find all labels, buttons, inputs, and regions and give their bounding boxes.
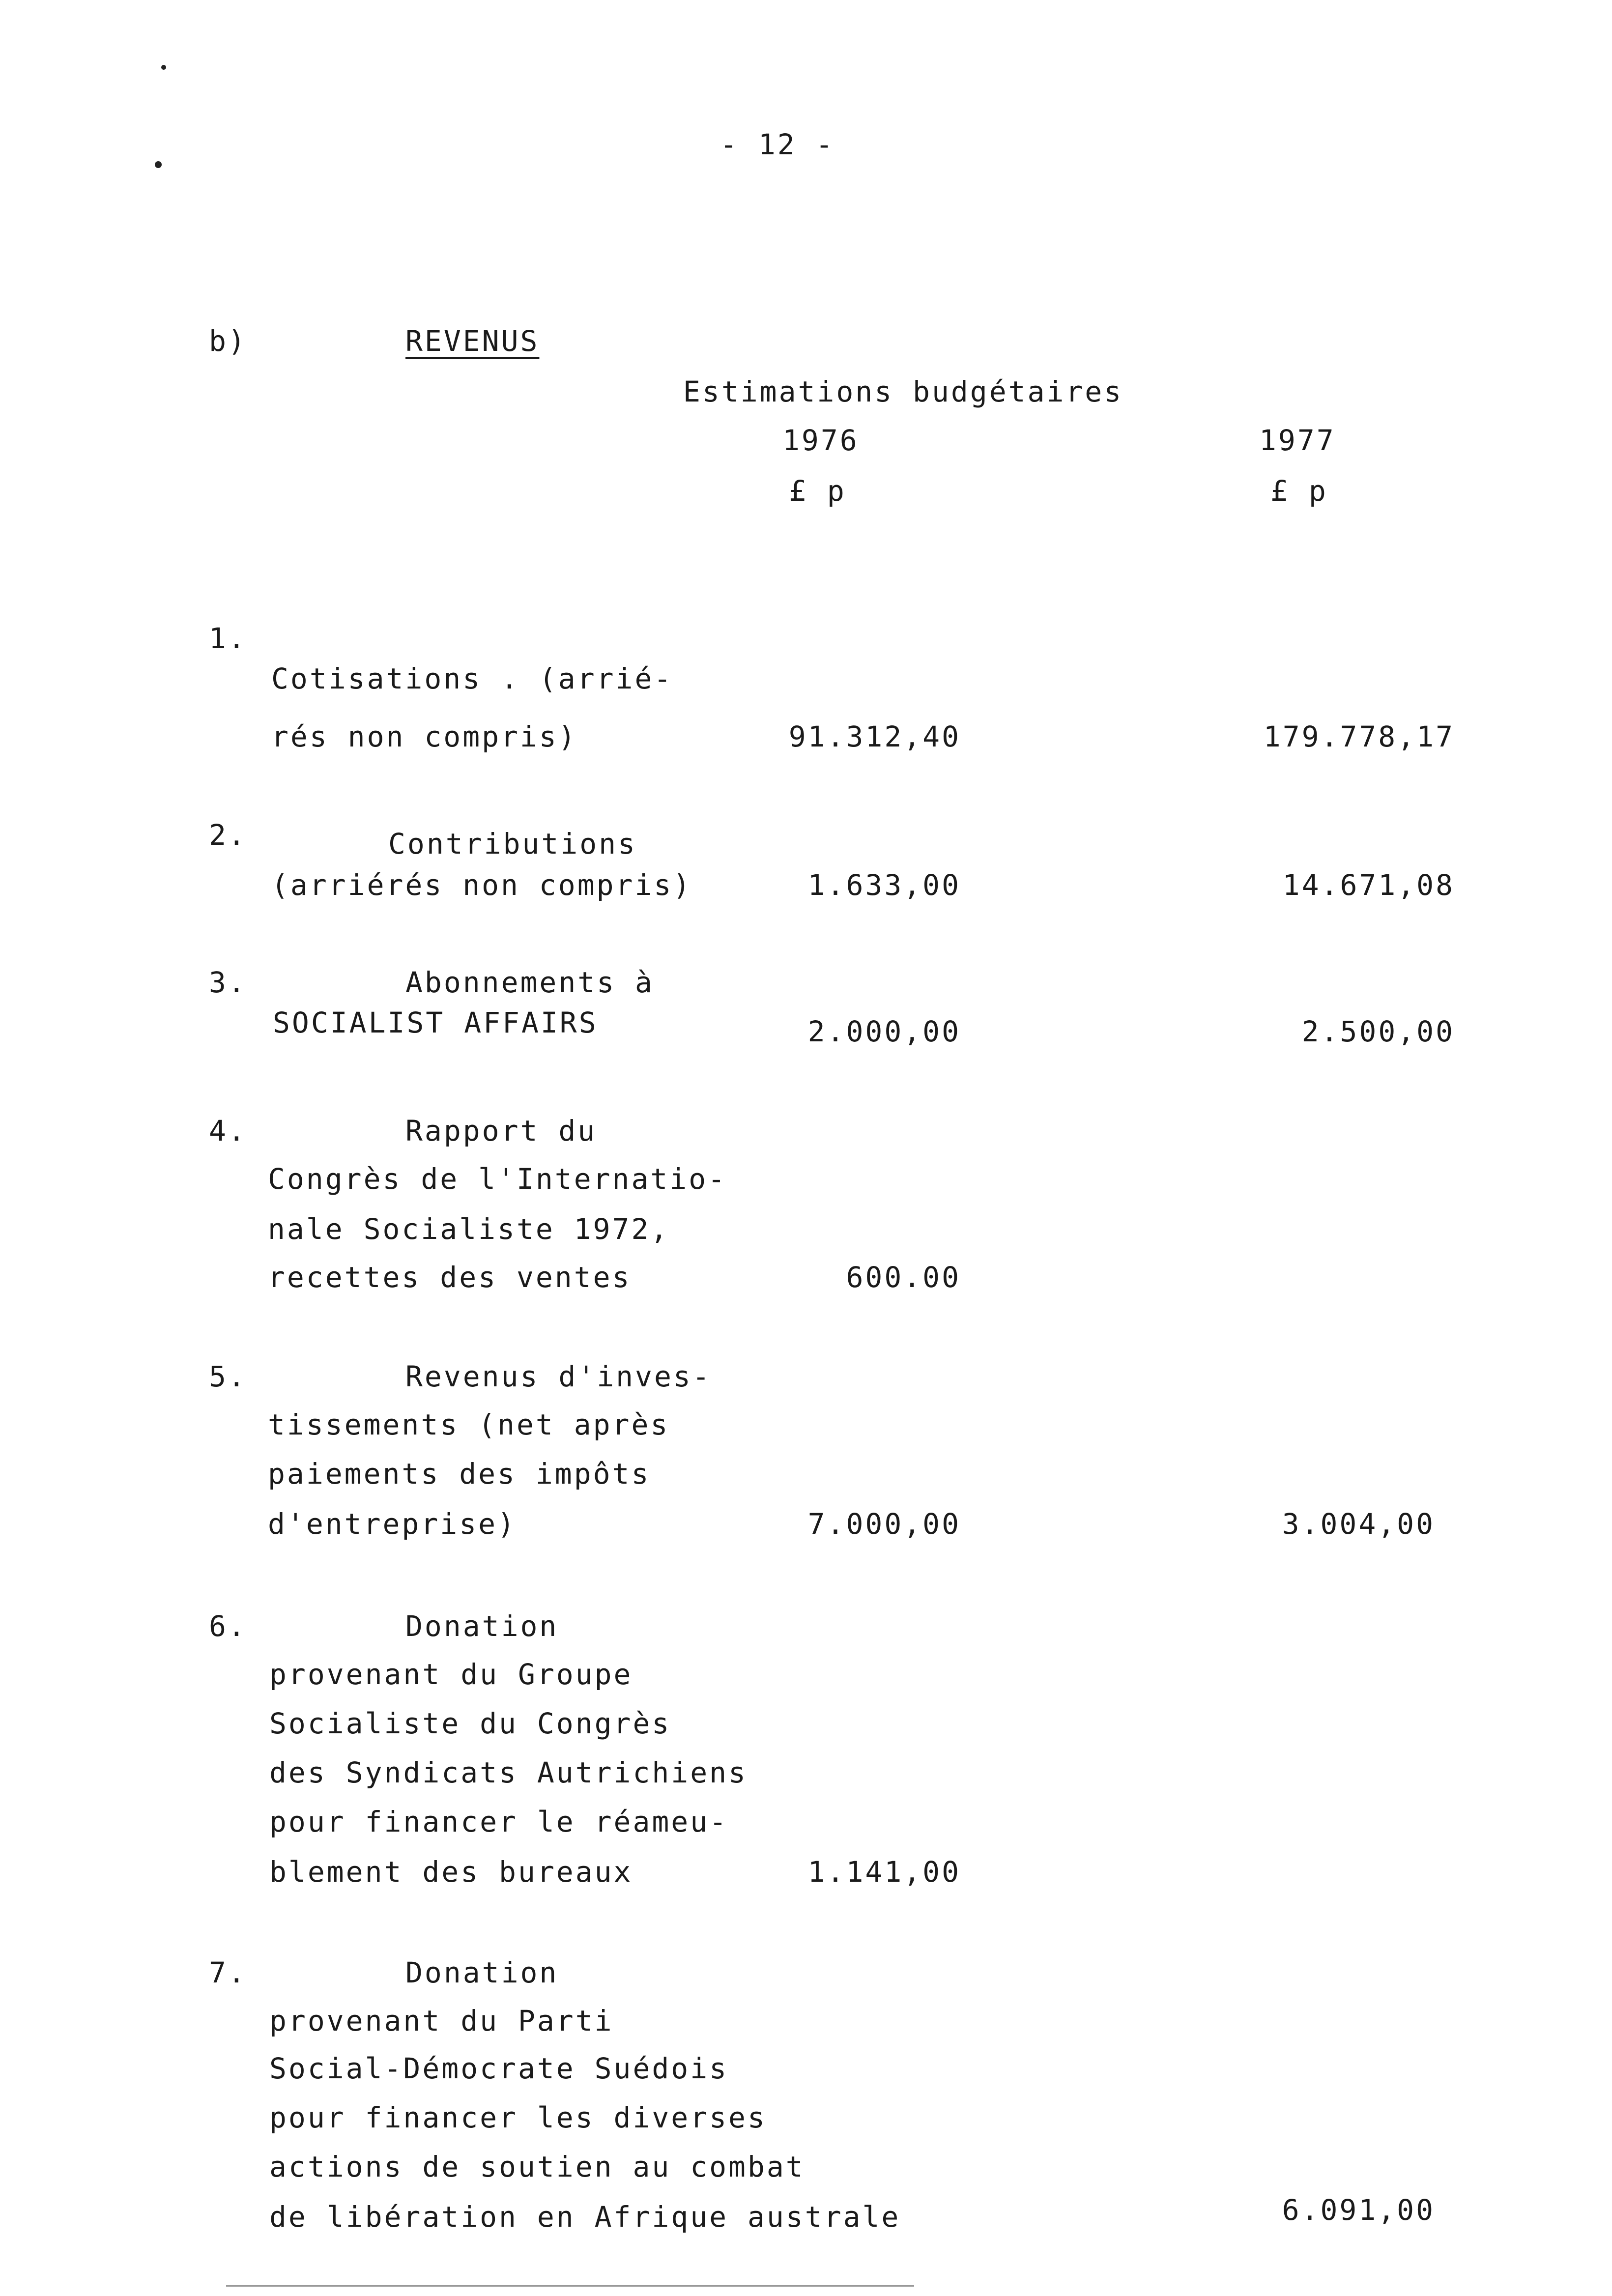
item-line: blement des bureaux (269, 1855, 633, 1889)
item-line: Social-Démocrate Suédois (269, 2052, 729, 2085)
item-line: Rapport du (405, 1114, 597, 1148)
item-line: paiements des impôts (268, 1457, 651, 1491)
section-title: REVENUS (405, 324, 540, 358)
item-line: Donation (405, 1609, 559, 1643)
year-1976-heading: 1976 (782, 424, 859, 457)
item-line: de libération en Afrique australe (269, 2200, 901, 2234)
item-line: des Syndicats Autrichiens (269, 1756, 748, 1789)
value-1976: 2.000,00 (807, 1015, 961, 1048)
currency-1977: £ p (1270, 474, 1328, 508)
item-number: 1. (209, 622, 247, 655)
value-1977: 6.091,00 (1282, 2193, 1435, 2227)
item-line: d'entreprise) (268, 1507, 517, 1541)
item-line: SOCIALIST AFFAIRS (273, 1006, 598, 1039)
item-number: 7. (209, 1956, 247, 1989)
item-line: nale Socialiste 1972, (268, 1212, 670, 1246)
value-1977: 2.500,00 (1301, 1015, 1455, 1048)
item-line: provenant du Groupe (269, 1658, 633, 1691)
item-number: 3. (209, 966, 247, 999)
item-number: 6. (209, 1609, 247, 1643)
page-bottom-rule (226, 2285, 914, 2287)
item-line: recettes des ventes (268, 1261, 632, 1294)
item-line: Revenus d'inves- (405, 1360, 712, 1393)
item-line: Abonnements à (405, 966, 654, 999)
value-1976: 7.000,00 (807, 1507, 961, 1541)
item-line: pour financer le réameu- (269, 1805, 729, 1838)
estimates-heading: Estimations budgétaires (683, 375, 1123, 408)
item-line: Cotisations . (arrié- (271, 662, 673, 695)
value-1976: 1.633,00 (807, 868, 961, 902)
item-line: Contributions (388, 827, 637, 861)
item-line: tissements (net après (268, 1408, 670, 1441)
value-1976: 91.312,40 (788, 720, 961, 753)
page-number: - 12 - (720, 128, 835, 161)
currency-1976: £ p (789, 474, 846, 508)
value-1977: 179.778,17 (1263, 720, 1455, 753)
value-1977: 3.004,00 (1282, 1507, 1435, 1541)
item-line: rés non compris) (271, 720, 577, 753)
item-line: actions de soutien au combat (269, 2150, 805, 2183)
value-1976: 1.141,00 (807, 1855, 961, 1889)
item-line: pour financer les diverses (269, 2101, 767, 2134)
item-line: (arriérés non compris) (271, 868, 692, 902)
value-1977: 14.671,08 (1282, 868, 1455, 902)
item-number: 4. (209, 1114, 247, 1148)
item-line: Donation (405, 1956, 559, 1989)
scan-speck (161, 65, 166, 70)
section-letter: b) (209, 324, 247, 358)
item-number: 5. (209, 1360, 247, 1393)
year-1977-heading: 1977 (1259, 424, 1336, 457)
item-line: Congrès de l'Internatio- (268, 1162, 727, 1196)
item-line: Socialiste du Congrès (269, 1707, 671, 1740)
value-1976: 600.00 (846, 1261, 961, 1294)
scan-speck (155, 161, 162, 168)
item-line: provenant du Parti (269, 2004, 614, 2038)
item-number: 2. (209, 818, 247, 852)
